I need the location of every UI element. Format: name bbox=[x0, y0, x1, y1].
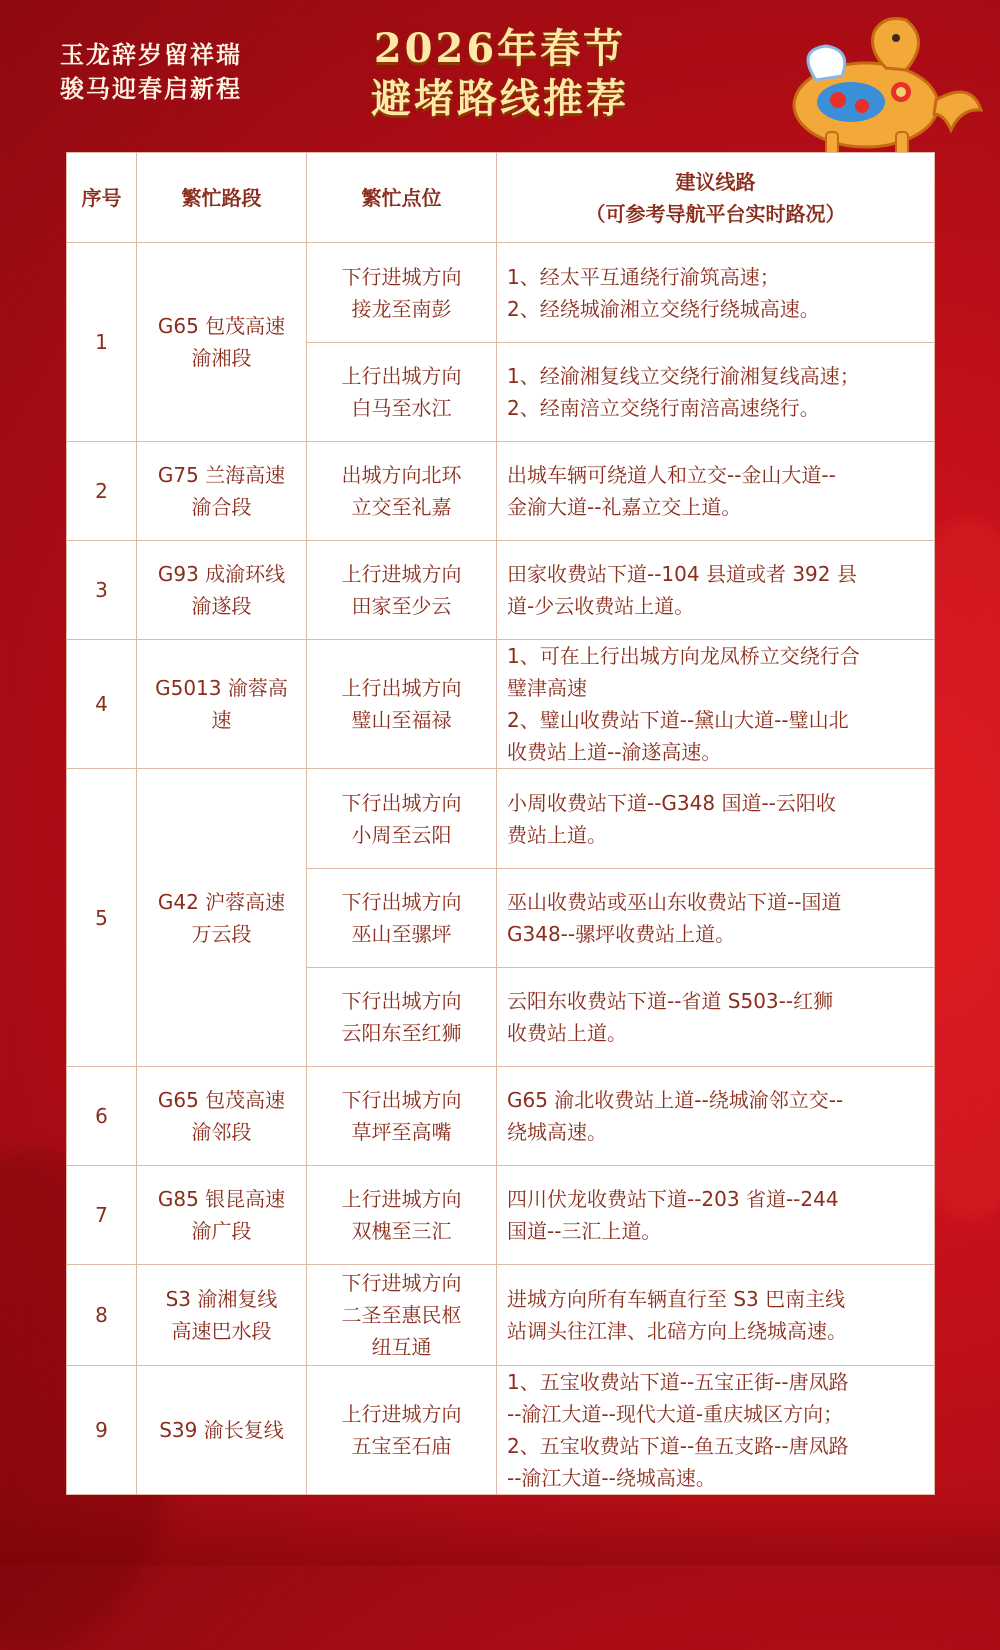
cell-point: 上行出城方向 白马至水江 bbox=[307, 343, 497, 442]
table-row bbox=[67, 1166, 935, 1265]
cell-no: 2 bbox=[67, 442, 137, 541]
table-row bbox=[67, 442, 935, 541]
cell-route: 1、经渝湘复线立交绕行渝湘复线高速； 2、经南涪立交绕行南涪高速绕行。 bbox=[497, 343, 935, 442]
cell-no: 5 bbox=[67, 769, 137, 1067]
cell-segment: G65 包茂高速 渝邻段 bbox=[137, 1067, 307, 1166]
cell-no: 3 bbox=[67, 541, 137, 640]
table-row bbox=[67, 1265, 935, 1366]
header-no: 序号 bbox=[67, 153, 137, 243]
cell-segment: G42 沪蓉高速 万云段 bbox=[137, 769, 307, 1067]
table-row bbox=[67, 243, 935, 343]
cell-route: 出城车辆可绕道人和立交--金山大道-- 金渝大道--礼嘉立交上道。 bbox=[497, 442, 935, 541]
cell-no: 1 bbox=[67, 243, 137, 442]
cell-point: 上行进城方向 五宝至石庙 bbox=[307, 1366, 497, 1495]
horse-illustration-icon bbox=[756, 10, 986, 160]
cell-point: 下行出城方向 小周至云阳 bbox=[307, 769, 497, 869]
title-line-2: 避堵路线推荐 bbox=[371, 75, 629, 122]
cell-point: 上行进城方向 双槐至三汇 bbox=[307, 1166, 497, 1265]
cell-route: 四川伏龙收费站下道--203 省道--244 国道--三汇上道。 bbox=[497, 1166, 935, 1265]
bottom-shade bbox=[0, 1495, 1000, 1565]
cell-no: 7 bbox=[67, 1166, 137, 1265]
cell-no: 4 bbox=[67, 640, 137, 769]
page-title bbox=[340, 24, 660, 124]
cell-segment: G65 包茂高速 渝湘段 bbox=[137, 243, 307, 442]
cell-route: 田家收费站下道--104 县道或者 392 县 道-少云收费站上道。 bbox=[497, 541, 935, 640]
cell-no: 9 bbox=[67, 1366, 137, 1495]
cell-point: 上行出城方向 璧山至福禄 bbox=[307, 640, 497, 769]
table-row bbox=[67, 541, 935, 640]
cell-segment: G5013 渝蓉高 速 bbox=[137, 640, 307, 769]
table-row bbox=[67, 769, 935, 869]
cell-route: 1、五宝收费站下道--五宝正街--唐凤路 --渝江大道--现代大道-重庆城区方向； 2、五宝收费站下道--鱼五支路--唐凤路 --渝江大道--绕城高速。 bbox=[497, 1366, 935, 1495]
table-header-row bbox=[67, 153, 935, 243]
header-segment: 繁忙路段 bbox=[137, 153, 307, 243]
header-route-title: 建议线路 bbox=[675, 169, 756, 194]
header-point: 繁忙点位 bbox=[307, 153, 497, 243]
cell-no: 6 bbox=[67, 1067, 137, 1166]
cell-no: 8 bbox=[67, 1265, 137, 1366]
table-row bbox=[67, 640, 935, 769]
header-route bbox=[497, 153, 935, 243]
title-line-1: 2026年春节 bbox=[373, 25, 627, 72]
route-table-panel bbox=[66, 152, 934, 1495]
cell-route: 进城方向所有车辆直行至 S3 巴南主线 站调头往江津、北碚方向上绕城高速。 bbox=[497, 1265, 935, 1366]
header-route-note: （可参考导航平台实时路况） bbox=[585, 201, 846, 226]
slogan bbox=[60, 38, 242, 106]
cell-segment: S3 渝湘复线 高速巴水段 bbox=[137, 1265, 307, 1366]
slogan-line-2: 骏马迎春启新程 bbox=[60, 74, 242, 103]
route-table bbox=[66, 152, 935, 1495]
cell-route: 小周收费站下道--G348 国道--云阳收 费站上道。 bbox=[497, 769, 935, 869]
cell-point: 下行进城方向 二圣至惠民枢 纽互通 bbox=[307, 1265, 497, 1366]
cell-segment: S39 渝长复线 bbox=[137, 1366, 307, 1495]
cell-route: 1、可在上行出城方向龙凤桥立交绕行合 璧津高速 2、璧山收费站下道--黛山大道--璧山北 收费站上道--渝遂高速。 bbox=[497, 640, 935, 769]
cell-route: G65 渝北收费站上道--绕城渝邻立交-- 绕城高速。 bbox=[497, 1067, 935, 1166]
table-row bbox=[67, 1366, 935, 1495]
cell-point: 下行出城方向 草坪至高嘴 bbox=[307, 1067, 497, 1166]
table-row bbox=[67, 1067, 935, 1166]
cell-route: 巫山收费站或巫山东收费站下道--国道 G348--骡坪收费站上道。 bbox=[497, 869, 935, 968]
cell-route: 云阳东收费站下道--省道 S503--红狮 收费站上道。 bbox=[497, 968, 935, 1067]
slogan-line-1: 玉龙辞岁留祥瑞 bbox=[60, 40, 242, 69]
cell-point: 上行进城方向 田家至少云 bbox=[307, 541, 497, 640]
cell-segment: G93 成渝环线 渝遂段 bbox=[137, 541, 307, 640]
cell-segment: G75 兰海高速 渝合段 bbox=[137, 442, 307, 541]
cell-point: 下行出城方向 巫山至骡坪 bbox=[307, 869, 497, 968]
cell-point: 下行出城方向 云阳东至红狮 bbox=[307, 968, 497, 1067]
cell-segment: G85 银昆高速 渝广段 bbox=[137, 1166, 307, 1265]
cell-point: 下行进城方向 接龙至南彭 bbox=[307, 243, 497, 343]
cell-route: 1、经太平互通绕行渝筑高速； 2、经绕城渝湘立交绕行绕城高速。 bbox=[497, 243, 935, 343]
cell-point: 出城方向北环 立交至礼嘉 bbox=[307, 442, 497, 541]
